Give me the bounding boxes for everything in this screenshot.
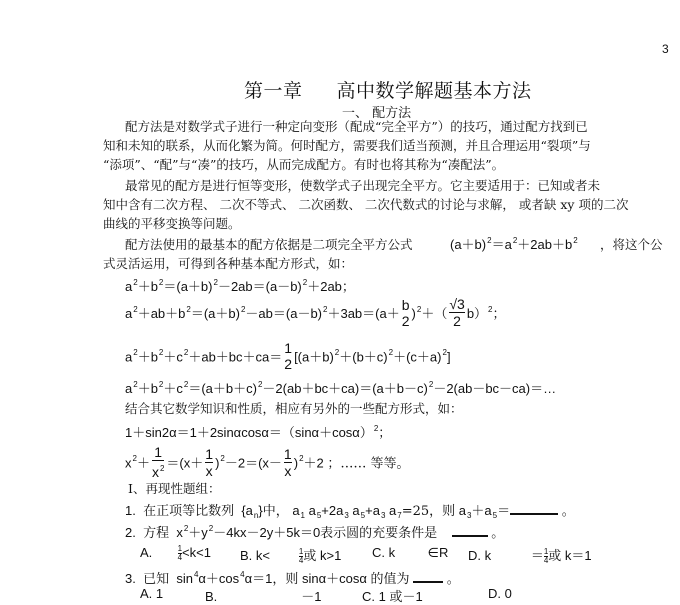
question-3-option-a: A. 1 xyxy=(140,586,164,601)
exercise-group-title: Ⅰ、再现性题组： xyxy=(128,481,221,496)
chapter-label: 第一章 xyxy=(244,80,303,102)
paragraph-line-tail: ，将这个公 xyxy=(600,237,663,252)
paragraph-line: 式灵活运用，可得到各种基本配方形式，如： xyxy=(103,256,354,271)
question-3-option-d: D. 0 xyxy=(488,586,512,601)
paragraph-line: 配方法使用的最基本的配方依据是二项完全平方公式 xyxy=(125,237,413,252)
question-3-option-c: C. 1 或－1 xyxy=(362,589,423,604)
question-3: 3. 已知 $\sin^4\alpha+\cos^4\alpha=1$，则 sinα＋cosα 的值为 。 xyxy=(125,570,460,587)
paragraph-line: 知和未知的联系，从而化繁为简。何时配方，需要我们适当预测，并且合理运用“裂项”与 xyxy=(103,138,591,153)
paragraph-line: 知中含有二次方程、 二次不等式、 二次函数、 二次代数式的讨论与求解， 或者缺 xy 项的二次 xyxy=(103,197,629,212)
intro-other-forms: 结合其它数学知识和性质，相应有另外的一些配方形式，如： xyxy=(125,401,463,416)
formula-4: $a^2+b^2+c^2=(a+b+c)^2-2(ab+bc+ca)=(a+b-c)^2-2(ab-bc-ca)=\dots$ xyxy=(125,380,557,396)
formula-1: $a^2+b^2=(a+b)^2-2ab=(a-b)^2+2ab$； xyxy=(125,278,355,294)
answer-blank xyxy=(452,535,488,537)
answer-blank xyxy=(510,513,558,515)
paragraph-line: 配方法是对数学式子进行一种定向变形（配成“完全平方”）的技巧，通过配方找到已 xyxy=(125,119,588,134)
formula-2: $a^2+ab+b^2=(a+b)^2-ab=(a-b)^2+3ab=(a+$ b 2 )$^2$＋（ $\frac{√3}{2}$ b）$^2$； xyxy=(125,296,506,329)
paragraph-line: 曲线的平移变换等问题。 xyxy=(103,216,241,231)
question-2-option-b: B. k< $\frac{1}{4}$ 或 k>1 xyxy=(240,547,342,566)
question-2-option-c: C. k ∈R xyxy=(372,545,449,560)
chapter-heading xyxy=(244,76,532,103)
formula-square-binomial: $(a+b)^2=a^2+2ab+b^2$ xyxy=(450,236,578,252)
question-2-option-a: A. $\frac{1}{4}$ <k<1 xyxy=(140,544,211,563)
paragraph-line: “添项”、“配”与“凑”的技巧，从而完成配方。有时也将其称为“凑配法”。 xyxy=(103,157,505,172)
page-number: 3 xyxy=(662,42,669,56)
formula-6: $x^2+$ $\frac{1}{x^2}$ ＝(x＋ $\frac{1}{x}$ )$^2$－2＝(x－ $\frac{1}{x}$ )$^2$＋2 ；…… 等等。 xyxy=(125,444,410,480)
paragraph-line: 最常见的配方是进行恒等变形，使数学式子出现完全平方。它主要适用于：已知或者未 xyxy=(125,178,601,193)
question-3-option-b: B. －1 xyxy=(205,589,322,604)
question-2: 2. 方程 $x^2+y^2-4kx-2y+5k=0$表示圆的充要条件是 。 xyxy=(125,524,505,541)
formula-5: $1+\sin 2\alpha=1+2\sin\alpha\cos\alpha=(\sin\alpha+\cos\alpha)^2$； xyxy=(125,424,392,440)
answer-blank xyxy=(413,581,443,583)
question-1: 1. 在正项等比数列 $\{a_n\}$中， $a_1$ $a_5+2a_3$ $a_5+a_3$ $a_7=25$，则 $a_3+a_5=$ 。 xyxy=(125,503,575,520)
formula-3: $a^2+b^2+c^2+ab+bc+ca=$ 1 2 $[(a+b)^2+(b+c)^2+(c+a)^2]$ xyxy=(125,340,451,372)
chapter-title: 高中数学解题基本方法 xyxy=(336,80,532,102)
section-title: 一、 配方法 xyxy=(342,106,412,121)
question-2-option-d: D. k ＝ $\frac{1}{4}$ 或 k＝1 xyxy=(468,547,592,566)
